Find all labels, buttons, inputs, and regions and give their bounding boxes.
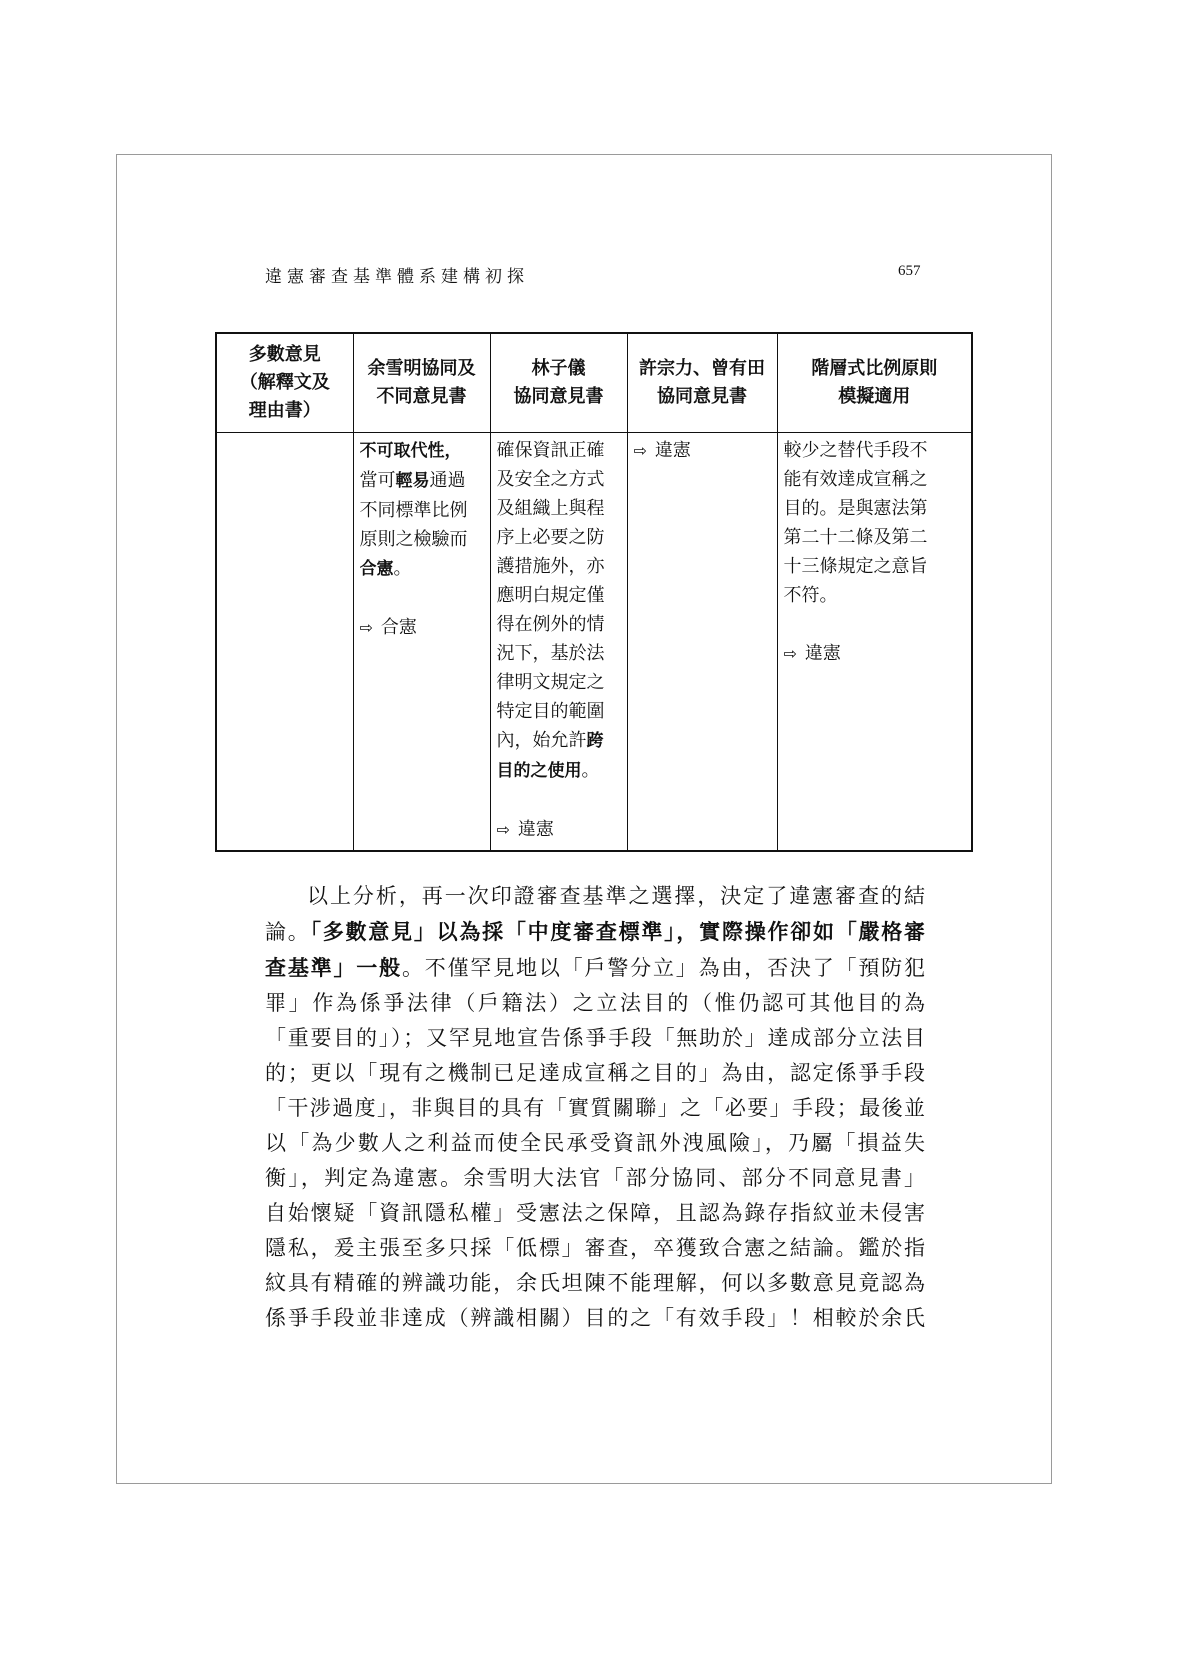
cell-text: 通過 (429, 470, 466, 491)
page-number: 657 (898, 263, 921, 279)
cell-line: 及安全之方式 (496, 469, 605, 490)
body-line (265, 950, 925, 986)
blank-line (497, 786, 625, 815)
right-arrow-icon: ⇨ (783, 644, 797, 663)
opinions-comparison-table (215, 332, 973, 852)
body-line: 罪」作為係爭法律（戶籍法）之立法目的（惟仍認可其他目的為 (265, 991, 925, 1015)
verdict-line (784, 639, 970, 668)
header-line: 許宗力、曾有田 (639, 358, 765, 379)
header-line: 協同意見書 (513, 386, 604, 407)
body-text: 論。 (265, 920, 311, 944)
header-lin-opinion (490, 333, 627, 433)
cell-line: 護措施外，亦 (496, 556, 605, 577)
cell-line (497, 756, 625, 786)
cell-line (360, 554, 488, 584)
verdict-text: 違憲 (804, 643, 841, 664)
body-line: 以上分析，再一次印證審查基準之選擇，決定了違憲審查的結 (307, 884, 925, 908)
emphasis-text: 「多數意見」以為採「中度審查標準」，實際操作卻如「嚴格審 (310, 919, 926, 944)
cell-line: 特定目的範圍 (496, 701, 605, 722)
cell-text: 內，始允許 (496, 730, 587, 751)
cell-line: 律明文規定之 (496, 672, 605, 693)
right-arrow-icon: ⇨ (633, 441, 647, 460)
body-line: 隱私，爰主張至多只採「低標」審查，卒獲致合憲之結論。鑑於指 (265, 1236, 925, 1260)
verdict-line (634, 436, 775, 465)
emphasis-text: 查基準」一般 (265, 955, 402, 980)
cell-line: 序上必要之防 (496, 527, 605, 548)
emphasis-text: 不可取代性， (359, 441, 462, 461)
cell-line: 況下，基於法 (496, 643, 605, 664)
cell-line: 應明白規定僅 (496, 585, 605, 606)
table-row (216, 433, 972, 852)
header-line: 協同意見書 (657, 386, 747, 407)
body-line: 係爭手段並非達成（辨識相關）目的之「有效手段」！相較於余氏 (265, 1306, 925, 1330)
header-line: 模擬適用 (838, 386, 911, 407)
cell-line (360, 436, 488, 466)
verdict-line (360, 613, 488, 642)
cell-yu-opinion (353, 433, 490, 852)
cell-line: 不符。 (783, 585, 838, 606)
cell-text: 當可 (359, 470, 396, 491)
body-line: 衡」，判定為違憲。余雪明大法官「部分協同、部分不同意見書」 (265, 1166, 925, 1190)
cell-majority-opinion (216, 433, 353, 852)
header-line: 理由書） (248, 400, 321, 421)
header-tiered-proportionality (777, 333, 972, 433)
table-header-row (216, 333, 972, 433)
header-yu-opinion (353, 333, 490, 433)
cell-line (497, 726, 625, 756)
cell-line: 能有效達成宣稱之 (783, 469, 928, 490)
cell-lin-opinion (490, 433, 627, 852)
header-line: 多數意見 (248, 344, 321, 365)
blank-line (360, 584, 488, 613)
emphasis-text: 輕易 (395, 471, 430, 491)
cell-tiered-proportionality (777, 433, 972, 852)
emphasis-text: 合憲 (359, 559, 394, 579)
header-hsu-tseng-opinion (627, 333, 777, 433)
header-line: 階層式比例原則 (811, 358, 938, 379)
verdict-text: 違憲 (517, 819, 554, 840)
blank-line (784, 610, 970, 639)
header-line: 余雪明協同及 (367, 358, 476, 379)
emphasis-text: 目的之使用 (496, 761, 582, 781)
verdict-text: 違憲 (654, 440, 691, 461)
cell-text: 。 (581, 760, 600, 781)
right-arrow-icon: ⇨ (359, 618, 373, 637)
body-line (265, 914, 925, 950)
cell-line: 及組織上與程 (496, 498, 605, 519)
right-arrow-icon: ⇨ (496, 820, 510, 839)
body-line: 的；更以「現有之機制已足達成宣稱之目的」為由，認定係爭手段 (265, 1061, 925, 1085)
body-line: 「干涉過度」，非與目的具有「實質關聯」之「必要」手段；最後並 (265, 1096, 925, 1120)
emphasis-text: 跨 (586, 731, 604, 751)
header-line: 不同意見書 (376, 386, 467, 407)
header-line: 林子儀 (531, 358, 586, 379)
body-paragraph (265, 879, 925, 1336)
cell-line: 得在例外的情 (496, 614, 605, 635)
body-line: 紋具有精確的辨識功能，余氏坦陳不能理解，何以多數意見竟認為 (265, 1271, 925, 1295)
cell-line: 目的。是與憲法第 (783, 498, 928, 519)
verdict-text: 合憲 (380, 617, 417, 638)
body-line: 「重要目的」）；又罕見地宣告係爭手段「無助於」達成部分立法目 (265, 1026, 925, 1050)
cell-line: 較少之替代手段不 (783, 440, 928, 461)
header-majority-opinion (216, 333, 353, 433)
cell-line: 十三條規定之意旨 (783, 556, 928, 577)
cell-line: 原則之檢驗而 (359, 529, 468, 550)
running-title: 違憲審查基準體系建構初探 (265, 267, 529, 287)
cell-text: 。 (393, 558, 412, 579)
cell-hsu-tseng-opinion (627, 433, 777, 852)
body-text: 。不僅罕見地以「戶警分立」為由，否決了「預防犯 (401, 956, 926, 980)
cell-line: 確保資訊正確 (496, 440, 605, 461)
header-line: （解釋文及 (239, 372, 330, 393)
body-line: 以「為少數人之利益而使全民承受資訊外洩風險」，乃屬「損益失 (265, 1131, 925, 1155)
cell-line: 第二十二條及第二 (783, 527, 928, 548)
cell-line (360, 466, 488, 496)
body-line: 自始懷疑「資訊隱私權」受憲法之保障，且認為錄存指紋並未侵害 (265, 1201, 925, 1225)
verdict-line (497, 815, 625, 844)
cell-line: 不同標準比例 (359, 500, 468, 521)
